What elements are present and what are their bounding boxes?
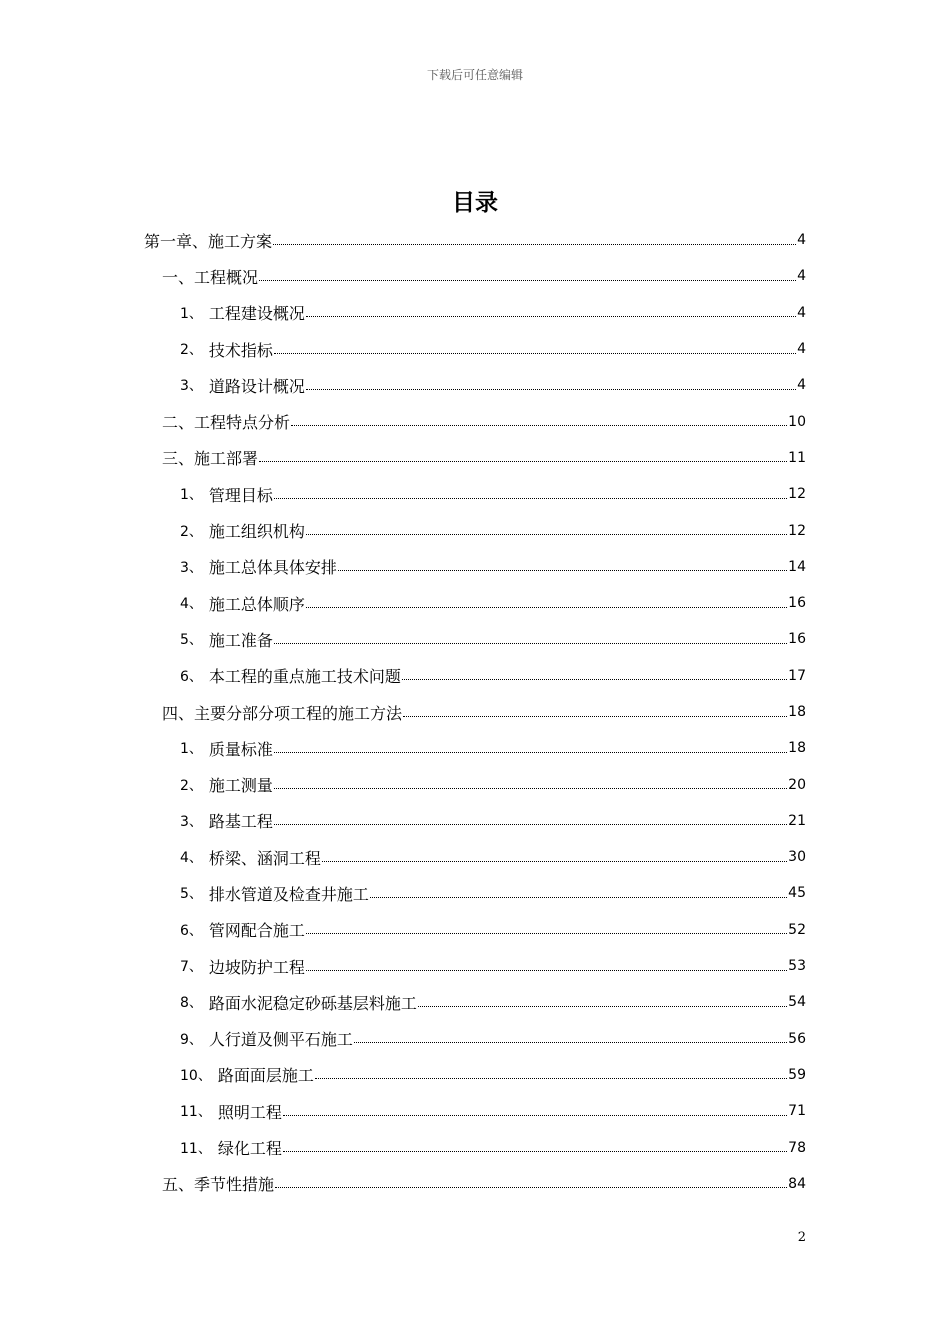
dot-leader bbox=[306, 534, 787, 535]
toc-entry-page: 12 bbox=[788, 522, 806, 539]
toc-entry-page: 18 bbox=[788, 704, 806, 720]
toc-entry[interactable] bbox=[144, 766, 806, 802]
toc-entry-label: 管理目标 bbox=[208, 485, 273, 505]
toc-entry-label: 二、工程特点分析 bbox=[162, 413, 291, 433]
dot-leader bbox=[259, 280, 796, 281]
dot-leader bbox=[273, 244, 796, 245]
toc-entry-label: 三、施工部署 bbox=[162, 449, 259, 469]
toc-entry-page: 56 bbox=[788, 1030, 806, 1047]
toc-entry-number: 8、 bbox=[180, 995, 203, 1012]
toc-entry-page: 16 bbox=[788, 631, 806, 648]
toc-entry[interactable] bbox=[144, 1129, 806, 1165]
toc-entry-page: 4 bbox=[797, 377, 806, 394]
toc-entry-number: 1、 bbox=[180, 741, 203, 758]
dot-leader bbox=[274, 824, 787, 825]
table-of-contents bbox=[144, 222, 806, 1202]
toc-entry-page: 20 bbox=[788, 776, 806, 793]
dot-leader bbox=[283, 1115, 787, 1116]
toc-entry-number: 1、 bbox=[180, 305, 203, 322]
toc-entry[interactable] bbox=[144, 549, 806, 585]
toc-entry-number: 5、 bbox=[180, 632, 203, 649]
dot-leader bbox=[315, 1078, 787, 1079]
toc-entry[interactable] bbox=[144, 476, 806, 512]
toc-entry-label: 质量标准 bbox=[208, 739, 273, 759]
toc-entry-label: 四、主要分部分项工程的施工方法 bbox=[162, 703, 403, 723]
toc-entry-label: 边坡防护工程 bbox=[208, 957, 305, 977]
toc-entry-page: 52 bbox=[788, 921, 806, 938]
dot-leader bbox=[274, 752, 787, 753]
dot-leader bbox=[259, 461, 787, 462]
toc-entry[interactable] bbox=[144, 912, 806, 948]
dot-leader bbox=[274, 643, 787, 644]
toc-entry-number: 6、 bbox=[180, 668, 203, 685]
toc-entry-number: 9、 bbox=[180, 1031, 203, 1048]
dot-leader bbox=[306, 316, 796, 317]
toc-entry[interactable] bbox=[144, 658, 806, 694]
toc-entry-label: 施工总体顺序 bbox=[208, 594, 305, 614]
toc-entry-label: 施工准备 bbox=[208, 630, 273, 650]
toc-title: 目录 bbox=[452, 190, 498, 216]
toc-entry-label: 路面水泥稳定砂砾基层料施工 bbox=[208, 993, 417, 1013]
dot-leader bbox=[402, 679, 787, 680]
toc-entry-page: 45 bbox=[788, 885, 806, 902]
toc-entry-page: 59 bbox=[788, 1066, 806, 1083]
toc-entry[interactable] bbox=[144, 621, 806, 657]
dot-leader bbox=[283, 1151, 787, 1152]
toc-entry-label: 绿化工程 bbox=[217, 1139, 282, 1159]
dot-leader bbox=[418, 1006, 787, 1007]
toc-entry-page: 4 bbox=[797, 341, 806, 358]
toc-entry-page: 53 bbox=[788, 958, 806, 975]
toc-entry-page: 71 bbox=[788, 1103, 806, 1120]
toc-entry-label: 第一章、施工方案 bbox=[144, 231, 273, 251]
toc-entry-page: 54 bbox=[788, 994, 806, 1011]
page-number: 2 bbox=[797, 1230, 806, 1245]
toc-entry-page: 11 bbox=[788, 449, 806, 466]
dot-leader bbox=[306, 970, 787, 971]
toc-entry[interactable] bbox=[144, 948, 806, 984]
toc-entry-page: 84 bbox=[788, 1175, 806, 1192]
toc-entry-label: 道路设计概况 bbox=[208, 376, 305, 396]
toc-entry[interactable] bbox=[144, 875, 806, 911]
toc-entry-label: 桥梁、涵洞工程 bbox=[208, 848, 321, 868]
toc-entry[interactable] bbox=[144, 694, 806, 730]
toc-entry-number: 2、 bbox=[180, 342, 203, 359]
toc-entry-number: 2、 bbox=[180, 777, 203, 794]
toc-entry[interactable] bbox=[144, 803, 806, 839]
toc-entry-page: 10 bbox=[788, 413, 806, 430]
toc-entry-page: 78 bbox=[788, 1139, 806, 1156]
toc-entry-number: 6、 bbox=[180, 922, 203, 939]
toc-entry[interactable] bbox=[144, 1057, 806, 1093]
toc-entry-number: 4、 bbox=[180, 850, 203, 867]
toc-entry-label: 排水管道及检查井施工 bbox=[208, 884, 369, 904]
toc-entry-number: 11、 bbox=[180, 1140, 212, 1157]
toc-entry[interactable] bbox=[144, 258, 806, 294]
toc-entry-page: 14 bbox=[788, 558, 806, 575]
dot-leader bbox=[338, 570, 787, 571]
toc-entry[interactable] bbox=[144, 839, 806, 875]
toc-entry[interactable] bbox=[144, 403, 806, 439]
toc-entry-page: 18 bbox=[788, 740, 806, 757]
toc-entry[interactable] bbox=[144, 367, 806, 403]
toc-entry[interactable] bbox=[144, 440, 806, 476]
toc-entry-label: 五、季节性措施 bbox=[162, 1175, 275, 1195]
toc-entry-label: 路基工程 bbox=[208, 812, 273, 832]
toc-entry[interactable] bbox=[144, 1021, 806, 1057]
toc-entry-page: 16 bbox=[788, 595, 806, 612]
toc-entry[interactable] bbox=[144, 331, 806, 367]
toc-entry[interactable] bbox=[144, 222, 806, 258]
toc-entry-number: 11、 bbox=[180, 1104, 212, 1121]
toc-entry-label: 一、工程概况 bbox=[162, 267, 259, 287]
toc-entry[interactable] bbox=[144, 984, 806, 1020]
toc-entry-page: 4 bbox=[797, 304, 806, 321]
dot-leader bbox=[274, 498, 787, 499]
toc-entry-number: 4、 bbox=[180, 596, 203, 613]
dot-leader bbox=[403, 716, 787, 717]
toc-entry-number: 3、 bbox=[180, 378, 203, 395]
toc-entry-number: 1、 bbox=[180, 487, 203, 504]
toc-entry[interactable] bbox=[144, 512, 806, 548]
dot-leader bbox=[370, 897, 787, 898]
toc-entry-page: 21 bbox=[788, 812, 806, 829]
dot-leader bbox=[274, 353, 796, 354]
toc-entry-page: 17 bbox=[788, 667, 806, 684]
toc-entry-label: 施工组织机构 bbox=[208, 522, 305, 542]
toc-entry[interactable] bbox=[144, 730, 806, 766]
toc-entry-label: 工程建设概况 bbox=[208, 304, 305, 324]
dot-leader bbox=[306, 389, 796, 390]
toc-entry-number: 2、 bbox=[180, 523, 203, 540]
toc-entry-number: 3、 bbox=[180, 559, 203, 576]
toc-entry-number: 10、 bbox=[180, 1067, 212, 1084]
toc-entry[interactable] bbox=[144, 1093, 806, 1129]
toc-entry[interactable] bbox=[144, 1166, 806, 1202]
toc-entry-label: 路面面层施工 bbox=[217, 1066, 314, 1086]
dot-leader bbox=[354, 1042, 787, 1043]
toc-entry-label: 照明工程 bbox=[217, 1102, 282, 1122]
toc-entry-page: 4 bbox=[797, 268, 806, 285]
dot-leader bbox=[306, 607, 787, 608]
toc-entry-page: 12 bbox=[788, 486, 806, 503]
toc-entry-page: 4 bbox=[797, 232, 806, 249]
toc-entry-number: 7、 bbox=[180, 959, 203, 976]
dot-leader bbox=[291, 425, 787, 426]
dot-leader bbox=[322, 861, 787, 862]
toc-entry[interactable] bbox=[144, 295, 806, 331]
dot-leader bbox=[274, 788, 787, 789]
header-note: 下载后可任意编辑 bbox=[426, 68, 523, 82]
toc-entry-label: 管网配合施工 bbox=[208, 921, 305, 941]
toc-entry-number: 5、 bbox=[180, 886, 203, 903]
dot-leader bbox=[306, 933, 787, 934]
toc-entry-label: 技术指标 bbox=[208, 340, 273, 360]
toc-entry-label: 施工总体具体安排 bbox=[208, 558, 337, 578]
toc-entry-label: 人行道及侧平石施工 bbox=[208, 1030, 353, 1050]
toc-entry-label: 本工程的重点施工技术问题 bbox=[208, 667, 401, 687]
toc-entry-label: 施工测量 bbox=[208, 776, 273, 796]
dot-leader bbox=[275, 1187, 787, 1188]
toc-entry-number: 3、 bbox=[180, 813, 203, 830]
toc-entry[interactable] bbox=[144, 585, 806, 621]
toc-entry-page: 30 bbox=[788, 849, 806, 866]
